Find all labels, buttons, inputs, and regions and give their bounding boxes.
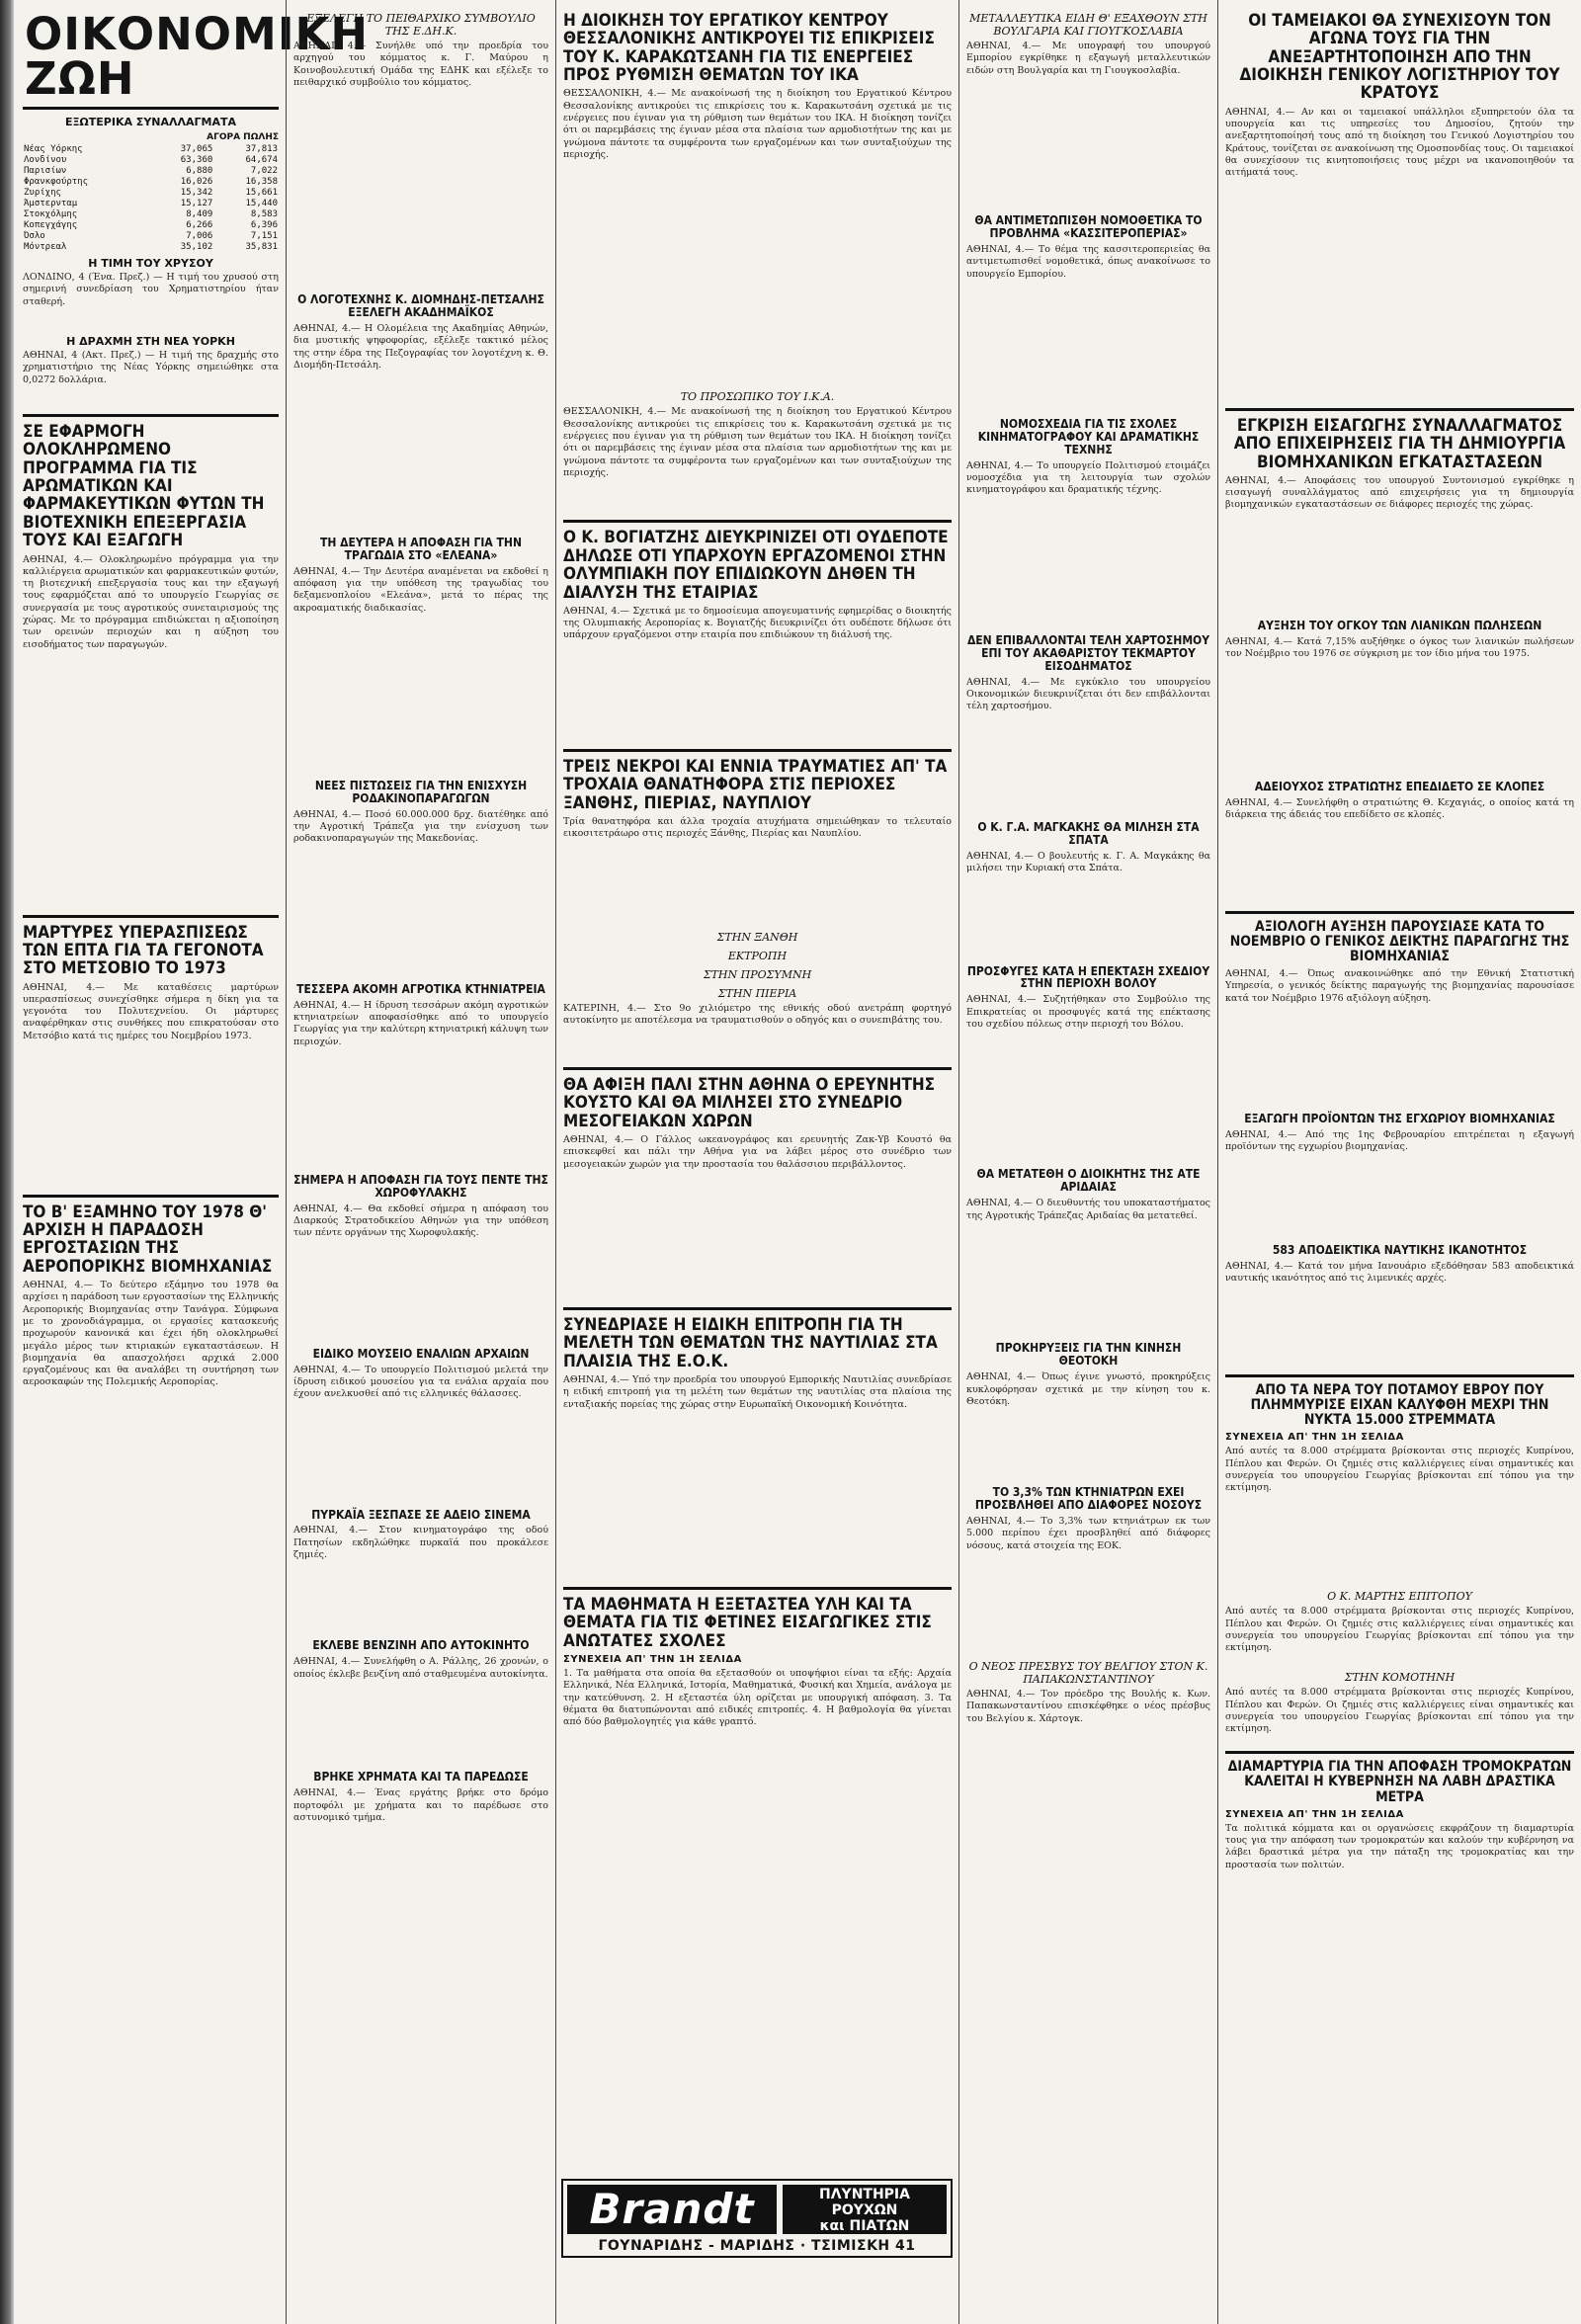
- article-cashiers: ΑΘΗΝΑΙ, 4.— Αν και οι ταμειακοί υπάλληλοι εξυπηρετούν όλα τα υπουργεία και τις υπηρεσίες του Δημοσίου, ζητούν την ανεξαρτητοποίησή τους από τη διοίκηση του Γενικού Λογιστηρίου του Κράτους, τονίζεται σε ανακοίνωση της Ομοσπονδίας τους. Οι ταμειακοί θα συνεχίσουν τις κινητοποιήσεις τους μέχρι να ικανοποιηθούν τα αιτήματά τους.: [1225, 106, 1574, 179]
- headline-ate-aridaia: ΘΑ ΜΕΤΑΤΕΘΗ Ο ΔΙΟΙΚΗΤΗΣ ΤΗΣ ΑΤΕ ΑΡΙΔΑΙΑΣ: [976, 1167, 1201, 1195]
- article-ate-aridaia: ΑΘΗΝΑΙ, 4.— Ο διευθυντής του υποκαταστήματος της Αγροτικής Τράπεζας Αριδαίας θα μετατεθεί.: [966, 1198, 1210, 1221]
- fx-market-title: ΕΞΩΤΕΡΙΚΑ ΣΥΝΑΛΛΑΓΜΑΤΑ: [64, 116, 237, 128]
- article-fx-import: ΑΘΗΝΑΙ, 4.— Αποφάσεις του υπουργού Συντονισμού εγκρίθηκε η εισαγωγή συναλλάγματος από επιχειρήσεις για τη δημιουργία βιομηχανικών εγκαταστάσεων σε διάφορες περιοχές της χώρας.: [1225, 474, 1574, 511]
- continued-label: ΣΥΝΕΧΕΙΑ ΑΠ' ΤΗΝ 1Η ΣΕΛΙΔΑ: [1225, 1432, 1404, 1444]
- headline-retail-sales: ΑΥΞΗΣΗ ΤΟΥ ΟΓΚΟΥ ΤΩΝ ΛΙΑΝΙΚΩΝ ΠΩΛΗΣΕΩΝ: [1257, 618, 1542, 632]
- subhead-ika-staff: ΤΟ ΠΡΟΣΩΠΙΚΟ ΤΟΥ Ι.Κ.Α.: [680, 390, 835, 404]
- divider: [563, 749, 952, 752]
- headline-belgian-ambassador: Ο ΝΕΟΣ ΠΡΕΣΒΥΣ ΤΟΥ ΒΕΛΓΙΟΥ ΣΤΟΝ Κ. ΠΑΠΑΚΩΝΣΤΑΝΤΙΝΟΥ: [968, 1660, 1208, 1687]
- column-1: [16, 0, 370, 2324]
- headline-gendarmerie-verdict: ΣΗΜΕΡΑ Η ΑΠΟΦΑΣΗ ΓΙΑ ΤΟΥΣ ΠΕΝΤΕ ΤΗΣ ΧΩΡΟΦΥΛΑΚΗΣ: [293, 1172, 548, 1200]
- article-petrol-theft: ΑΘΗΝΑΙ, 4.— Συνελήφθη ο Α. Ράλλης, 26 χρονών, ο οποίος έκλεβε βενζίνη από σταθμευμένα αυτοκίνητα.: [293, 1656, 548, 1680]
- divider: [1225, 911, 1574, 914]
- article-underwater-museum: ΑΘΗΝΑΙ, 4.— Το υπουργείο Πολιτισμού μελετά την ίδρυση ειδικού μουσείου για τα ενάλια αρχαία που έχουν ανελκυσθεί από τις ελληνικές θάλασσες.: [293, 1364, 548, 1400]
- article-olympic-airways: ΑΘΗΝΑΙ, 4.— Σχετικά με το δημοσίευμα απογευματινής εφημερίδας ο διοικητής της Ολυμπιακής Αεροπορίας κ. Βογιατζής διευκρινίζει ότι ουδέποτε δήλωσε ότι υπάρχουν εργαζόμενοι στην εταιρία που επιδιώκουν τη διάλυσή της.: [563, 605, 952, 641]
- headline-eleana-tragedy: ΤΗ ΔΕΥΤΕΡΑ Η ΑΠΟΦΑΣΗ ΓΙΑ ΤΗΝ ΤΡΑΓΩΔΙΑ ΣΤΟ «ΕΛΕΑΝΑ»: [320, 535, 522, 562]
- headline-entrance-exams: ΤΑ ΜΑΘΗΜΑΤΑ Η ΕΞΕΤΑΣΤΕΑ ΥΛΗ ΚΑΙ ΤΑ ΘΕΜΑΤΑ ΓΙΑ ΤΙΣ ΦΕΤΙΝΕΣ ΕΙΣΑΓΩΓΙΚΕΣ ΣΤΙΣ ΑΝΩΤΑΤΕΣ ΣΧΟΛΕΣ: [563, 1595, 932, 1651]
- column-4: [958, 0, 1217, 2324]
- column-5: [1217, 0, 1581, 2324]
- subhead-komotini: ΣΤΗΝ ΚΟΜΟΤΗΝΗ: [1344, 1671, 1456, 1685]
- subhead-martis: Ο Κ. ΜΑΡΤΗΣ ΕΠΙΤΟΠΟΥ: [1327, 1590, 1472, 1604]
- ad-dealer: ΓΟΥΝΑΡΙΔΗΣ - ΜΑΡΙΔΗΣ · ΤΣΙΜΙΣΚΗ 41: [598, 2238, 916, 2254]
- article-belgian-ambassador: ΑΘΗΝΑΙ, 4.— Τον πρόεδρο της Βουλής κ. Κων. Παπακωνσταντίνου επισκέφθηκε ο νέος πρέσβυς του Βελγίου κ. Χάρτογκ.: [966, 1689, 1210, 1724]
- headline-underwater-museum: ΕΙΔΙΚΟ ΜΟΥΣΕΙΟ ΕΝΑΛΙΩΝ ΑΡΧΑΙΩΝ: [312, 1346, 530, 1361]
- headline-olympic-airways: Ο Κ. ΒΟΓΙΑΤΖΗΣ ΔΙΕΥΚΡΙΝΙΖΕΙ ΟΤΙ ΟΥΔΕΠΟΤΕ ΔΗΛΩΣΕ ΟΤΙ ΥΠΑΡΧΟΥΝ ΕΡΓΑΖΟΜΕΝΟΙ ΣΤΗΝ ΟΛΥΜΠΙΑΚΗ ΠΟΥ ΕΠΙΔΙΩΚΟΥΝ ΔΗΘΕΝ ΤΗ ΔΙΑΛΥΣΗ ΤΗΣ ΕΤΑΙΡΙΑΣ: [563, 528, 949, 603]
- headline-volos-appeals: ΠΡΟΣΦΥΓΕΣ ΚΑΤΑ Η ΕΠΕΚΤΑΣΗ ΣΧΕΔΙΟΥ ΣΤΗΝ ΠΕΡΙΟΧΗ ΒΟΛΟΥ: [966, 963, 1210, 991]
- article-evros-flood-3: Από αυτές τα 8.000 στρέμματα βρίσκονται στις περιοχές Κυπρίνου, Πέπλου και Φερών. Οι ζημιές στις καλλιέργειες είναι σημαντικές και συνεργεία του υπουργείου Γεωργίας βρίσκονται επί τόπου για την εκτίμηση.: [1225, 1687, 1574, 1735]
- article-ika-staff: ΘΕΣΣΑΛΟΝΙΚΗ, 4.— Με ανακοίνωσή της η διοίκηση του Εργατικού Κέντρου Θεσσαλονίκης αντικρούει τις επικρίσεις του κ. Καρακωτσάνη σχετικά με τις ενέργειες που έγιναν για τη ρύθμιση των θεμάτων του ΙΚΑ. Η διοίκηση τονίζει ότι οι παρεμβάσεις της έγιναν μέσα στα πλαίσια των αρμοδιοτήτων της και με γνώμονα πάντοτε τα συμφέροντα των εργαζομένων και των συνταξιούχων της περιοχής.: [563, 406, 952, 478]
- divider: [23, 414, 279, 417]
- headline-petrol-theft: ΕΚΛΕΒΕ ΒΕΝΖΙΝΗ ΑΠΟ ΑΥΤΟΚΙΝΗΤΟ: [312, 1638, 530, 1653]
- divider: [23, 915, 279, 918]
- ad-tagline-line: και ΠΙΑΤΩΝ: [819, 2218, 910, 2234]
- article-industry-index: ΑΘΗΝΑΙ, 4.— Όπως ανακοινώθηκε από την Εθνική Στατιστική Υπηρεσία, ο γενικός δείκτης παραγωγής της βιομηχανίας παρουσίασε κατά τον Νοέμβριο 1976 αξιόλογη αύξηση.: [1225, 968, 1574, 1004]
- headline-theotokis: ΠΡΟΚΗΡΥΞΕΙΣ ΓΙΑ ΤΗΝ ΚΙΝΗΣΗ ΘΕΟΤΟΚΗ: [995, 1341, 1182, 1369]
- quote-row: Άμστερνταμ 15,127 15,440: [24, 199, 278, 208]
- quote-row: Λονδίνου 63,360 64,674: [24, 155, 278, 165]
- headline-labour-centre: Η ΔΙΟΙΚΗΣΗ ΤΟΥ ΕΡΓΑΤΙΚΟΥ ΚΕΝΤΡΟΥ ΘΕΣΣΑΛΟΝΙΚΗΣ ΑΝΤΙΚΡΟΥΕΙ ΤΙΣ ΕΠΙΚΡΙΣΕΙΣ ΤΟΥ Κ. ΚΑΡΑΚΩΤΣΑΝΗ ΓΙΑ ΤΙΣ ΕΝΕΡΓΕΙΕΣ ΠΡΟΣ ΡΥΘΜΙΣΗ ΘΕΜΑΤΩΝ ΤΟΥ ΙΚΑ: [563, 11, 935, 86]
- headline-aromatic-plants: ΣΕ ΕΦΑΡΜΟΓΗ ΟΛΟΚΛΗΡΩΜΕΝΟ ΠΡΟΓΡΑΜΜΑ ΓΙΑ ΤΙΣ ΑΡΩΜΑΤΙΚΩΝ ΚΑΙ ΦΑΡΜΑΚΕΥΤΙΚΩΝ ΦΥΤΩΝ ΤΗ ΒΙΟΤΕΧΝΙΚΗ ΕΠΕΞΕΡΓΑΣΙΑ ΤΟΥΣ ΚΑΙ ΕΞΑΓΩΓΗ: [23, 422, 265, 551]
- subhead-derailment: ΕΚΤΡΟΠΗ: [727, 949, 788, 962]
- article-labour-centre: ΘΕΣΣΑΛΟΝΙΚΗ, 4.— Με ανακοίνωσή της η διοίκηση του Εργατικού Κέντρου Θεσσαλονίκης αντικρούει τις επικρίσεις του κ. Καρακωτσάνη σχετικά με τις ενέργειες που έγιναν για τη ρύθμιση των θεμάτων του ΙΚΑ. Η διοίκηση τονίζει ότι οι παρεμβάσεις της έγιναν μέσα στα πλαίσια των αρμοδιοτήτων της και με γνώμονα πάντοτε τα συμφέροντα των εργαζομένων και των συνταξιούχων της περιοχής.: [563, 88, 952, 160]
- article-volos-appeals: ΑΘΗΝΑΙ, 4.— Συζητήθηκαν στο Συμβούλιο της Επικρατείας οι προσφυγές κατά της επέκτασης του σχεδίου πόλεως στην περιοχή του Βόλου.: [966, 994, 1210, 1031]
- article-aircraft-industry: ΑΘΗΝΑΙ, 4.— Το δεύτερο εξάμηνο του 1978 θα αρχίσει η παράδοση των εργοστασίων της Ελληνικής Αεροπορικής Βιομηχανίας στην Τανάγρα. Σύμφωνα με το χρονοδιάγραμμα, οι εργασίες κατασκευής προχωρούν κανονικά και έχει ήδη ολοκληρωθεί μεγάλο μέρος των κτιριακών εγκαταστάσεων. Η βιομηχανία θα απασχολήσει αρχικά 2.000 εργαζομένους και θα αναλάβει τη συντήρηση των αεροσκαφών της Πολεμικής Αεροπορίας.: [23, 1280, 279, 1388]
- headline-evros-flood: ΑΠΟ ΤΑ ΝΕΡΑ ΤΟΥ ΠΟΤΑΜΟΥ ΕΒΡΟΥ ΠΟΥ ΠΛΗΜΜΥΡΙΣΕ ΕΙΧΑΝ ΚΑΛΥΦΘΗ ΜΕΧΡΙ ΤΗΝ ΝΥΚΤΑ 15.000 ΣΤΡΕΜΜΑΤΑ: [1250, 1382, 1549, 1429]
- headline-found-money: ΒΡΗΚΕ ΧΡΗΜΑΤΑ ΚΑΙ ΤΑ ΠΑΡΕΔΩΣΕ: [313, 1770, 529, 1784]
- headline-magakis-spata: Ο Κ. Γ.Α. ΜΑΓΚΑΚΗΣ ΘΑ ΜΙΛΗΣΗ ΣΤΑ ΣΠΑΤΑ: [977, 819, 1200, 847]
- article-tin-problem: ΑΘΗΝΑΙ, 4.— Το θέμα της κασσιτεροπεριείας θα αντιμετωπισθεί νομοθετικά, όπως ανακοίνωσε το υπουργείο Εμπορίου.: [966, 243, 1210, 280]
- quote-row: Παρισίων 6,880 7,022: [24, 166, 278, 176]
- article-industry-exports: ΑΘΗΝΑΙ, 4.— Από της 1ης Φεβρουαρίου επιτρέπεται η εξαγωγή προϊόντων της εγχωρίου βιομηχανίας.: [1225, 1129, 1574, 1153]
- headline-seamanship-certs: 583 ΑΠΟΔΕΙΚΤΙΚΑ ΝΑΥΤΙΚΗΣ ΙΚΑΝΟΤΗΤΟΣ: [1272, 1243, 1528, 1258]
- ad-tagline-line: ΡΟΥΧΩΝ: [831, 2202, 898, 2218]
- gold-price-text: ΛΟΝΔΙΝΟ, 4 (Ένα. Πρεζ.) — Η τιμή του χρυσού στη σημερινή συνεδρίαση του Χρηματιστηρίου ήταν σταθερή.: [23, 272, 279, 307]
- article-film-schools: ΑΘΗΝΑΙ, 4.— Το υπουργείο Πολιτισμού ετοιμάζει νομοσχέδια για τη λειτουργία των σχολών κινηματογράφου και δραματικής τέχνης.: [966, 459, 1210, 496]
- headline-peach-credits: ΝΕΕΣ ΠΙΣΤΩΣΕΙΣ ΓΙΑ ΤΗΝ ΕΝΙΣΧΥΣΗ ΡΟΔΑΚΙΝΟΠΑΡΑΓΩΓΩΝ: [314, 778, 528, 805]
- quote-row: Ζυρίχης 15,342 15,661: [24, 188, 278, 198]
- divider: [23, 1195, 279, 1198]
- quote-row: Στοκχόλμης 8,409 8,583: [24, 209, 278, 219]
- headline-terrorism-protest: ΔΙΑΜΑΡΤΥΡΙΑ ΓΙΑ ΤΗΝ ΑΠΟΦΑΣΗ ΤΡΟΜΟΚΡΑΤΩΝ ΚΑΛΕΙΤΑΙ Η ΚΥΒΕΡΝΗΣΗ ΝΑ ΛΑΒΗ ΔΡΑΣΤΙΚΑ ΜΕΤΡΑ: [1227, 1759, 1572, 1805]
- column-2: [286, 0, 555, 2324]
- headline-witnesses-1973: ΜΑΡΤΥΡΕΣ ΥΠΕΡΑΣΠΙΣΕΩΣ ΤΩΝ ΕΠΤΑ ΓΙΑ ΤΑ ΓΕΓΟΝΟΤΑ ΣΤΟ ΜΕΤΣΟΒΙΟ ΤΟ 1973: [23, 922, 264, 979]
- headline-edik-council: ΕΞΕΛΕΓΗ ΤΟ ΠΕΙΘΑΡΧΙΚΟ ΣΥΜΒΟΥΛΙΟ ΤΗΣ Ε.ΔΗ.Κ.: [306, 12, 536, 38]
- article-aromatic-plants: ΑΘΗΝΑΙ, 4.— Ολοκληρωμένο πρόγραμμα για την καλλιέργεια αρωματικών και φαρμακευτικών φυτών, τη βιοτεχνική επεξεργασία τους και την εξαγωγή τους εφαρμόζεται από το υπουργείο Γεωργίας σε συνεργασία με τους αγροτικούς συνεταιρισμούς της χώρας. Με το πρόγραμμα επιδιώκεται η αξιοποίηση των ορεινών περιοχών και η αύξηση του εισοδήματος των παραγωγών.: [23, 553, 279, 650]
- quote-row: Νέας Υόρκης 37,065 37,813: [24, 144, 278, 154]
- subhead-xanthi: ΣΤΗΝ ΞΑΝΘΗ: [716, 930, 798, 944]
- article-academician: ΑΘΗΝΑΙ, 4.— Η Ολομέλεια της Ακαδημίας Αθηνών, δια μυστικής ψηφοφορίας, εξέλεξε τακτικό μέλος της στην έδρα της Πεζογραφίας τον λογοτέχνη κ. Θ. Διομήδη-Πετσάλη.: [293, 322, 548, 371]
- divider: [1225, 1751, 1574, 1754]
- headline-aircraft-industry: ΤΟ Β' ΕΞΑΜΗΝΟ ΤΟΥ 1978 Θ' ΑΡΧΙΣΗ Η ΠΑΡΑΔΟΣΗ ΕΡΓΟΣΤΑΣΙΩΝ ΤΗΣ ΑΕΡΟΠΟΡΙΚΗΣ ΒΙΟΜΗΧΑΝΙΑΣ: [23, 1202, 273, 1277]
- divider: [1225, 1374, 1574, 1377]
- article-vets-diseases: ΑΘΗΝΑΙ, 4.— Το 3,3% των κτηνιάτρων εκ των 5.000 περίπου έχει προσβληθεί από διάφορες νόσους, κατά στοιχεία της ΕΟΚ.: [966, 1516, 1210, 1551]
- quote-row: Μόντρεαλ 35,102 35,831: [24, 242, 278, 252]
- gold-price-title: Η ΤΙΜΗ ΤΟΥ ΧΡΥΣΟΥ: [88, 257, 213, 270]
- headline-cousteau: ΘΑ ΑΦΙΞΗ ΠΑΛΙ ΣΤΗΝ ΑΘΗΝΑ Ο ΕΡΕΥΝΗΤΗΣ ΚΟΥΣΤΟ ΚΑΙ ΘΑ ΜΙΛΗΣΕΙ ΣΤΟ ΣΥΝΕΔΡΙΟ ΜΕΣΟΓΕΙΑΚΩΝ ΧΩΡΩΝ: [563, 1074, 936, 1131]
- headline-soldier-thefts: ΑΔΕΙΟΥΧΟΣ ΣΤΡΑΤΙΩΤΗΣ ΕΠΕΔΙΔΕΤΟ ΣΕ ΚΛΟΠΕΣ: [1254, 779, 1545, 793]
- article-theotokis: ΑΘΗΝΑΙ, 4.— Όπως έγινε γνωστό, προκηρύξεις κυκλοφόρησαν σχετικά με την κίνηση του κ. Θεοτόκη.: [966, 1371, 1210, 1407]
- subhead-prosymni: ΣΤΗΝ ΠΡΟΣΥΜΝΗ: [703, 967, 812, 981]
- article-stamp-duty: ΑΘΗΝΑΙ, 4.— Με εγκύκλιο του υπουργείου Οικονομικών διευκρινίζεται ότι δεν επιβάλλονται τέλη χαρτοσήμου.: [966, 676, 1210, 712]
- page-binding-edge: [0, 0, 14, 2324]
- headline-shipping-eec: ΣΥΝΕΔΡΙΑΣΕ Η ΕΙΔΙΚΗ ΕΠΙΤΡΟΠΗ ΓΙΑ ΤΗ ΜΕΛΕΤΗ ΤΩΝ ΘΕΜΑΤΩΝ ΤΗΣ ΝΑΥΤΙΛΙΑΣ ΣΤΑ ΠΛΑΙΣΙΑ ΤΗΣ Ε.Ο.Κ.: [563, 1315, 938, 1371]
- quote-row: Κοπεγχάγης 6,266 6,396: [24, 220, 278, 230]
- article-seamanship-certs: ΑΘΗΝΑΙ, 4.— Κατά τον μήνα Ιανουάριο εξεδόθησαν 583 αποδεικτικά ναυτικής ικανότητος από τις λιμενικές αρχές.: [1225, 1261, 1574, 1285]
- headline-vet-clinics: ΤΕΣΣΕΡΑ ΑΚΟΜΗ ΑΓΡΟΤΙΚΑ ΚΤΗΝΙΑΤΡΕΙΑ: [296, 981, 545, 996]
- headline-cinema-fire: ΠΥΡΚΑΪΑ ΞΕΣΠΑΣΕ ΣΕ ΑΔΕΙΟ ΣΙΝΕΜΑ: [311, 1507, 531, 1522]
- article-eleana-tragedy: ΑΘΗΝΑΙ, 4.— Την Δευτέρα αναμένεται να εκδοθεί η απόφαση για την υπόθεση της τραγωδίας του δεξαμενοπλοίου «Ελεάνα», μετά το πέρας της ακροαματικής διαδικασίας.: [293, 565, 548, 614]
- headline-vets-diseases: ΤΟ 3,3% ΤΩΝ ΚΤΗΝΙΑΤΡΩΝ ΕΧΕΙ ΠΡΟΣΒΛΗΘΕΙ ΑΠΟ ΔΙΑΦΟΡΕΣ ΝΟΣΟΥΣ: [974, 1485, 1203, 1513]
- column-3: [555, 0, 958, 2324]
- headline-road-accidents: ΤΡΕΙΣ ΝΕΚΡΟΙ ΚΑΙ ΕΝΝΙΑ ΤΡΑΥΜΑΤΙΕΣ ΑΠ' ΤΑ ΤΡΟΧΑΙΑ ΘΑΝΑΤΗΦΟΡΑ ΣΤΙΣ ΠΕΡΙΟΧΕΣ ΞΑΝΘΗΣ, ΠΙΕΡΙΑΣ, ΝΑΥΠΛΙΟΥ: [563, 756, 948, 813]
- headline-metal-exports: ΜΕΤΑΛΛΕΥΤΙΚΑ ΕΙΔΗ Θ' ΕΞΑΧΘΟΥΝ ΣΤΗ ΒΟΥΛΓΑΡΙΑ ΚΑΙ ΓΙΟΥΓΚΟΣΛΑΒΙΑ: [969, 12, 1207, 38]
- divider: [563, 1587, 952, 1590]
- headline-film-schools: ΝΟΜΟΣΧΕΔΙΑ ΓΙΑ ΤΙΣ ΣΧΟΛΕΣ ΚΙΝΗΜΑΤΟΓΡΑΦΟΥ ΚΑΙ ΔΡΑΜΑΤΙΚΗΣ ΤΕΧΝΗΣ: [977, 416, 1200, 456]
- article-shipping-eec: ΑΘΗΝΑΙ, 4.— Υπό την προεδρία του υπουργού Εμπορικής Ναυτιλίας συνεδρίασε η ειδική επιτροπή για τη μελέτη των θεμάτων της ναυτιλίας στα πλαίσια της ενταξιακής πορείας της χώρας στην Ευρωπαϊκή Οικονομική Κοινότητα.: [563, 1374, 952, 1410]
- brandt-advertisement: [561, 2179, 953, 2258]
- headline-stamp-duty: ΔΕΝ ΕΠΙΒΑΛΛΟΝΤΑΙ ΤΕΛΗ ΧΑΡΤΟΣΗΜΟΥ ΕΠΙ ΤΟΥ ΑΚΑΘΑΡΙΣΤΟΥ ΤΕΚΜΑΡΤΟΥ ΕΙΣΟΔΗΜΑΤΟΣ: [966, 632, 1210, 673]
- headline-tin-problem: ΘΑ ΑΝΤΙΜΕΤΩΠΙΣΘΗ ΝΟΜΟΘΕΤΙΚΑ ΤΟ ΠΡΟΒΛΗΜΑ «ΚΑΣΣΙΤΕΡΟΠΕΡΙΑΣ»: [974, 213, 1203, 240]
- headline-academician: Ο ΛΟΓΟΤΕΧΝΗΣ Κ. ΔΙΟΜΗΔΗΣ-ΠΕΤΣΑΛΗΣ ΕΞΕΛΕΓΗ ΑΚΑΔΗΜΑΪΚΟΣ: [297, 292, 544, 319]
- fx-quotes-table: [23, 144, 279, 253]
- headline-industry-index: ΑΞΙΟΛΟΓΗ ΑΥΞΗΣΗ ΠΑΡΟΥΣΙΑΣΕ ΚΑΤΑ ΤΟ ΝΟΕΜΒΡΙΟ Ο ΓΕΝΙΚΟΣ ΔΕΙΚΤΗΣ ΠΑΡΑΓΩΓΗΣ ΤΗΣ ΒΙΟΜΗΧΑΝΙΑΣ: [1229, 918, 1570, 964]
- article-found-money: ΑΘΗΝΑΙ, 4.— Ένας εργάτης βρήκε στο δρόμο πορτοφόλι με χρήματα και το παρέδωσε στο αστυνομικό τμήμα.: [293, 1787, 548, 1823]
- article-metal-exports: ΑΘΗΝΑΙ, 4.— Με υπογραφή του υπουργού Εμπορίου εγκρίθηκε η εξαγωγή μεταλλευτικών ειδών στη Βουλγαρία και τη Γιουγκοσλαβία.: [966, 41, 1210, 76]
- article-magakis-spata: ΑΘΗΝΑΙ, 4.— Ο βουλευτής κ. Γ. Α. Μαγκάκης θα μιλήσει την Κυριακή στα Σπάτα.: [966, 850, 1210, 873]
- continued-label: ΣΥΝΕΧΕΙΑ ΑΠ' ΤΗΝ 1Η ΣΕΛΙΔΑ: [1225, 1808, 1404, 1820]
- drachma-ny-title: Η ΔΡΑΧΜΗ ΣΤΗ ΝΕΑ ΥΟΡΚΗ: [66, 335, 235, 348]
- ad-tagline-line: ΠΛΥΝΤΗΡΙΑ: [819, 2187, 910, 2202]
- divider: [563, 1307, 952, 1310]
- article-pieria: ΚΑΤΕΡΙΝΗ, 4.— Στο 9ο χιλιόμετρο της εθνικής οδού ανετράπη φορτηγό αυτοκίνητο με αποτέλεσμα να τραυματισθούν ο οδηγός και ο συνεπιβάτης του.: [563, 1002, 952, 1027]
- article-evros-flood-2: Από αυτές τα 8.000 στρέμματα βρίσκονται στις περιοχές Κυπρίνου, Πέπλου και Φερών. Οι ζημιές στις καλλιέργειες είναι σημαντικές και συνεργεία του υπουργείου Γεωργίας βρίσκονται επί τόπου για την εκτίμηση.: [1225, 1606, 1574, 1654]
- quote-row: Φρανκφούρτης 16,026 16,358: [24, 177, 278, 187]
- divider: [1225, 408, 1574, 411]
- article-road-accidents: Τρία θανατηφόρα και άλλα τροχαία ατυχήματα σημειώθηκαν το τελευταίο εικοσιτετράωρο στις περιοχές Ξάνθης, Πιερίας και Ναυπλίου.: [563, 815, 952, 840]
- headline-industry-exports: ΕΞΑΓΩΓΗ ΠΡΟΪΟΝΤΩΝ ΤΗΣ ΕΓΧΩΡΙΟΥ ΒΙΟΜΗΧΑΝΙΑΣ: [1244, 1112, 1555, 1126]
- article-terrorism-protest: Τα πολιτικά κόμματα και οι οργανώσεις εκφράζουν τη διαμαρτυρία τους για την απόφαση των τρομοκρατών και καλούν την κυβέρνηση να λάβει δραστικά μέτρα για την πάταξη της τρομοκρατίας και την προστασία των πολιτών.: [1225, 1822, 1574, 1870]
- subhead-pieria: ΣΤΗΝ ΠΙΕΡΙΑ: [717, 986, 797, 1000]
- continued-label: ΣΥΝΕΧΕΙΑ ΑΠ' ΤΗΝ 1Η ΣΕΛΙΔΑ: [563, 1654, 742, 1666]
- divider: [563, 520, 952, 523]
- article-cinema-fire: ΑΘΗΝΑΙ, 4.— Στον κινηματογράφο της οδού Πατησίων εκδηλώθηκε πυρκαϊά που προκάλεσε ζημιές.: [293, 1525, 548, 1561]
- article-witnesses-1973: ΑΘΗΝΑΙ, 4.— Με καταθέσεις μαρτύρων υπερασπίσεως συνεχίσθηκε σήμερα η δίκη για τα γεγονότα του Πολυτεχνείου. Οι μάρτυρες αναφέρθηκαν στις συνθήκες που επικρατούσαν στο Μετσόβιο κατά τις ημέρες του Νοεμβρίου 1973.: [23, 981, 279, 1041]
- article-peach-credits: ΑΘΗΝΑΙ, 4.— Ποσό 60.000.000 δρχ. διατέθηκε από την Αγροτική Τράπεζα για την ενίσχυση των ροδακινοπαραγωγών της Μακεδονίας.: [293, 808, 548, 845]
- article-evros-flood: Από αυτές τα 8.000 στρέμματα βρίσκονται στις περιοχές Κυπρίνου, Πέπλου και Φερών. Οι ζημιές στις καλλιέργειες είναι σημαντικές και συνεργεία του υπουργείου Γεωργίας βρίσκονται επί τόπου για την εκτίμηση.: [1225, 1446, 1574, 1494]
- article-soldier-thefts: ΑΘΗΝΑΙ, 4.— Συνελήφθη ο στρατιώτης Θ. Κεχαγιάς, ο οποίος κατά τη διάρκεια της άδειάς του επεδίδετο σε κλοπές.: [1225, 796, 1574, 821]
- quote-row: Όσλο 7,006 7,151: [24, 231, 278, 241]
- fx-market-sub: ΑΓΟΡΑ ΠΩΛΗΣ: [207, 132, 279, 142]
- divider: [563, 1067, 952, 1070]
- article-retail-sales: ΑΘΗΝΑΙ, 4.— Κατά 7,15% αυξήθηκε ο όγκος των λιανικών πωλήσεων τον Νοέμβριο του 1976 σε σύγκριση με τον ίδιο μήνα του 1975.: [1225, 635, 1574, 660]
- ad-tagline: [783, 2185, 947, 2234]
- article-edik-council: ΑΘΗΝΑΙ, 4.— Συνήλθε υπό την προεδρία του αρχηγού του κόμματος κ. Γ. Μαύρου η Κοινοβουλευτική Ομάδα της ΕΔΗΚ και εξέλεξε το πειθαρχικό συμβούλιο του κόμματος.: [293, 41, 548, 88]
- drachma-ny-text: ΑΘΗΝΑΙ, 4 (Ακτ. Πρεζ.) — Η τιμή της δραχμής στο χρηματιστήριο της Νέας Υόρκης σημειώθηκε στα 0,0272 δολλάρια.: [23, 350, 279, 385]
- article-vet-clinics: ΑΘΗΝΑΙ, 4.— Η ίδρυση τεσσάρων ακόμη αγροτικών κτηνιατρείων αποφασίσθηκε από το υπουργείο Γεωργίας για την καλύτερη κτηνιατρική κάλυψη των περιοχών.: [293, 999, 548, 1047]
- masthead: ΟΙΚΟΝΟΜΙΚΗ ΖΩΗ: [23, 6, 279, 110]
- article-entrance-exams: 1. Τα μαθήματα στα οποία θα εξετασθούν οι υποψήφιοι είναι τα εξής: Αρχαία Ελληνικά, Νέα Ελληνικά, Ιστορία, Μαθηματικά, Φυσική και Χημεία, ανάλογα με την κατεύθυνση. 2. Η εξεταστέα ύλη ορίζεται με υπουργική απόφαση. 3. Τα θέματα θα διατυπώνονται από ειδικές επιτροπές. 4. Η βαθμολογία θα γίνεται από δύο βαθμολογητές για κάθε γραπτό.: [563, 1668, 952, 1728]
- article-gendarmerie-verdict: ΑΘΗΝΑΙ, 4.— Θα εκδοθεί σήμερα η απόφαση του Διαρκούς Στρατοδικείου Αθηνών για την υπόθεση των πέντε οργάνων της Χωροφυλακής.: [293, 1203, 548, 1239]
- headline-cashiers: ΟΙ ΤΑΜΕΙΑΚΟΙ ΘΑ ΣΥΝΕΧΙΣΟΥΝ ΤΟΝ ΑΓΩΝΑ ΤΟΥΣ ΓΙΑ ΤΗΝ ΑΝΕΞΑΡΤΗΤΟΠΟΙΗΣΗ ΑΠΟ ΤΗΝ ΔΙΟΙΚΗΣΗ ΓΕΝΙΚΟΥ ΛΟΓΙΣΤΗΡΙΟΥ ΤΟΥ ΚΡΑΤΟΥΣ: [1239, 11, 1560, 104]
- ad-brand-logo: Brandt: [567, 2185, 777, 2234]
- headline-fx-import: ΕΓΚΡΙΣΗ ΕΙΣΑΓΩΓΗΣ ΣΥΝΑΛΛΑΓΜΑΤΟΣ ΑΠΟ ΕΠΙΧΕΙΡΗΣΕΙΣ ΓΙΑ ΤΗ ΔΗΜΙΟΥΡΓΙΑ ΒΙΟΜΗΧΑΝΙΚΩΝ ΕΓΚΑΤΑΣΤΑΣΕΩΝ: [1233, 415, 1566, 472]
- article-cousteau: ΑΘΗΝΑΙ, 4.— Ο Γάλλος ωκεανογράφος και ερευνητής Ζακ-Υβ Κουστό θα επισκεφθεί και πάλι την Αθήνα για να λάβει μέρος στο συνέδριο των μεσογειακών χωρών για την προστασία του θαλάσσιου περιβάλλοντος.: [563, 1134, 952, 1170]
